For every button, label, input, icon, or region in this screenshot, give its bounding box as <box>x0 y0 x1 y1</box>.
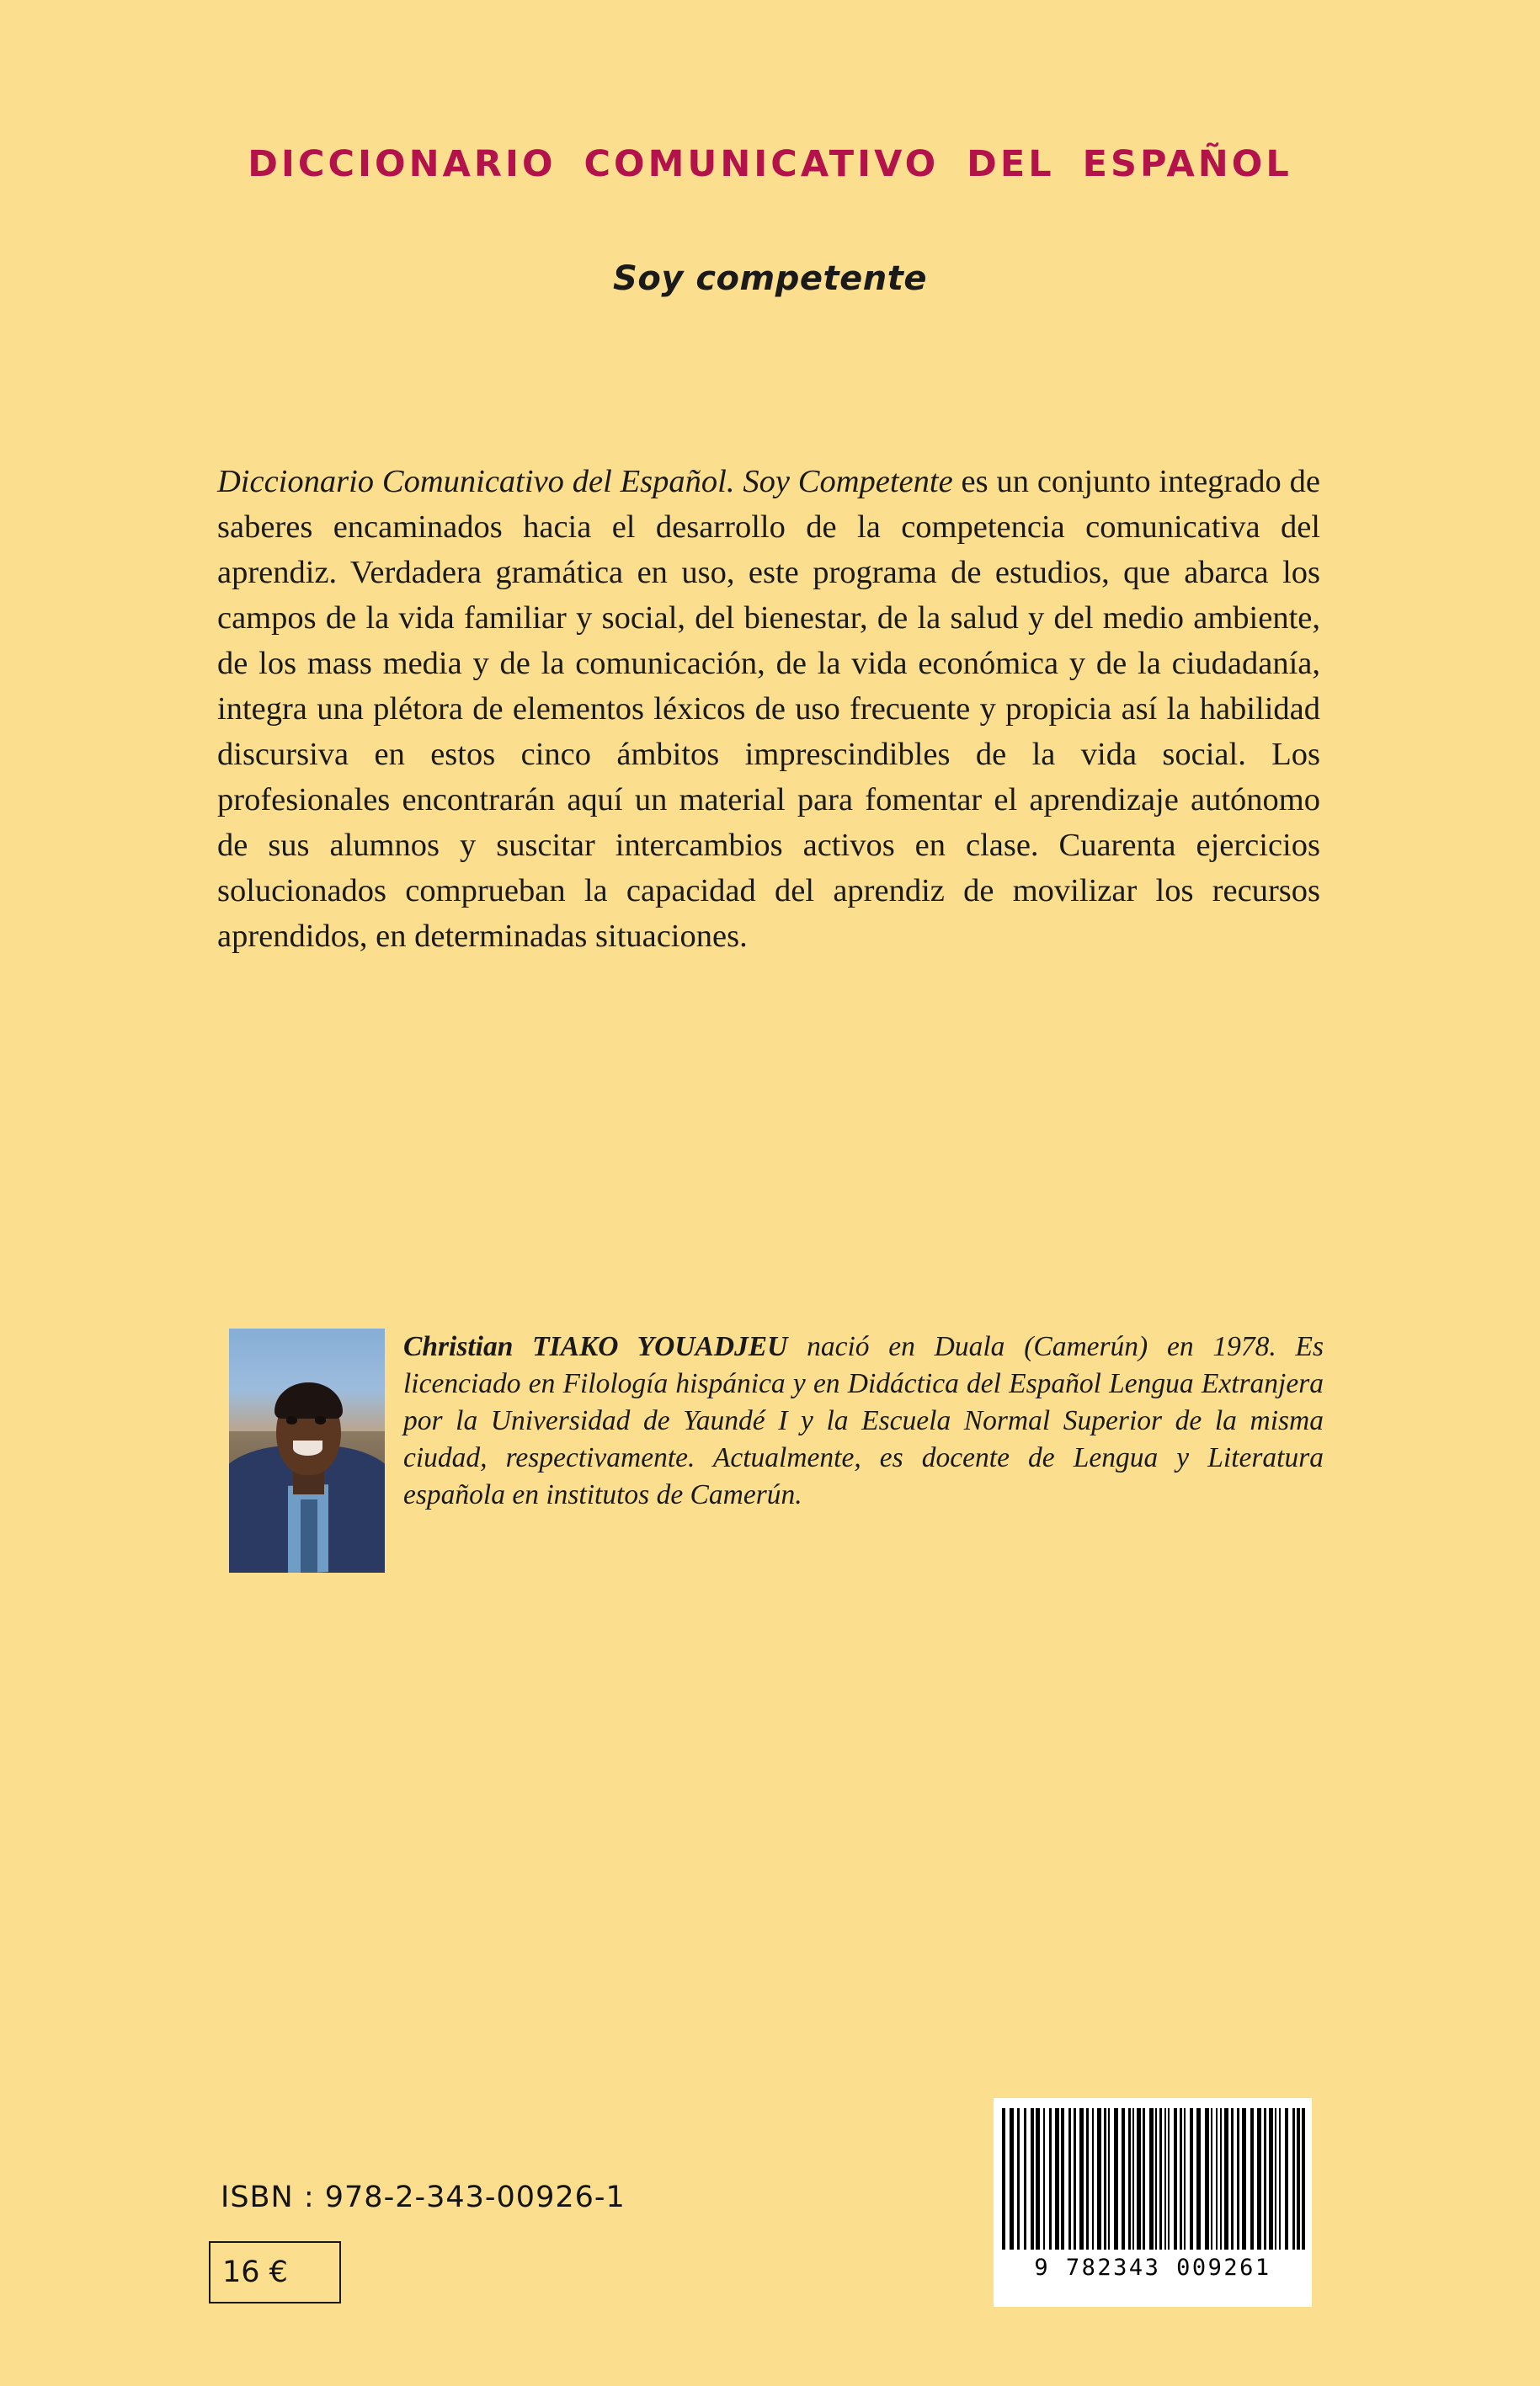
photo-eye-left <box>286 1416 297 1424</box>
author-block <box>229 1329 1324 1573</box>
page-title: DICCIONARIO COMUNICATIVO DEL ESPAÑOL <box>248 143 1292 185</box>
price-box <box>209 2241 341 2303</box>
photo-tie <box>301 1499 317 1573</box>
author-name: Christian TIAKO YOUADJEU <box>403 1331 788 1362</box>
photo-eye-right <box>315 1416 326 1424</box>
author-bio-text: nació en Duala (Camerún) en 1978. Es licenciado en Filología hispánica y en Didáctica del Español Lengua Extranjera por la Universidad de Yaundé I y la Escuela Normal Superior de la misma ciudad, respectivamente. Actualmente, es docente de Lengua y Literatura española en institutos de Camerún. <box>403 1331 1324 1510</box>
barcode <box>994 2098 1312 2307</box>
title-block <box>0 143 1540 298</box>
author-bio <box>229 1329 1324 1514</box>
page-subtitle: Soy competente <box>613 259 927 298</box>
barcode-bars <box>1002 2108 1303 2250</box>
blurb-intro-italic: Diccionario Comunicativo del Español. Soy Competente <box>217 464 953 499</box>
photo-smile <box>293 1441 322 1455</box>
author-photo <box>229 1329 385 1573</box>
price-label: 16 € <box>222 2256 288 2289</box>
barcode-digits: 9 782343 009261 <box>1034 2255 1271 2281</box>
blurb-text <box>217 459 1320 959</box>
isbn-text: ISBN : 978-2-343-00926-1 <box>221 2181 626 2214</box>
blurb-body: es un conjunto integrado de saberes encaminados hacia el desarrollo de la competencia comunicativa del aprendiz. Verdadera gramática en uso, este programa de estudios, que abarca los campos de la vida familiar y social, del bienestar, de la salud y del medio ambiente, de los mass media y de la comunicación, de la vida económica y de la ciudadanía, integra una plétora de elementos léxicos de uso frecuente y propicia así la habilidad discursiva en estos cinco ámbitos imprescindibles de la vida social. Los profesionales encontrarán aquí un material para fomentar el aprendizaje autónomo de sus alumnos y suscitar intercambios activos en clase. Cuarenta ejercicios solucionados comprueban la capacidad del aprendiz de movilizar los recursos aprendidos, en determinadas situaciones. <box>217 464 1321 954</box>
